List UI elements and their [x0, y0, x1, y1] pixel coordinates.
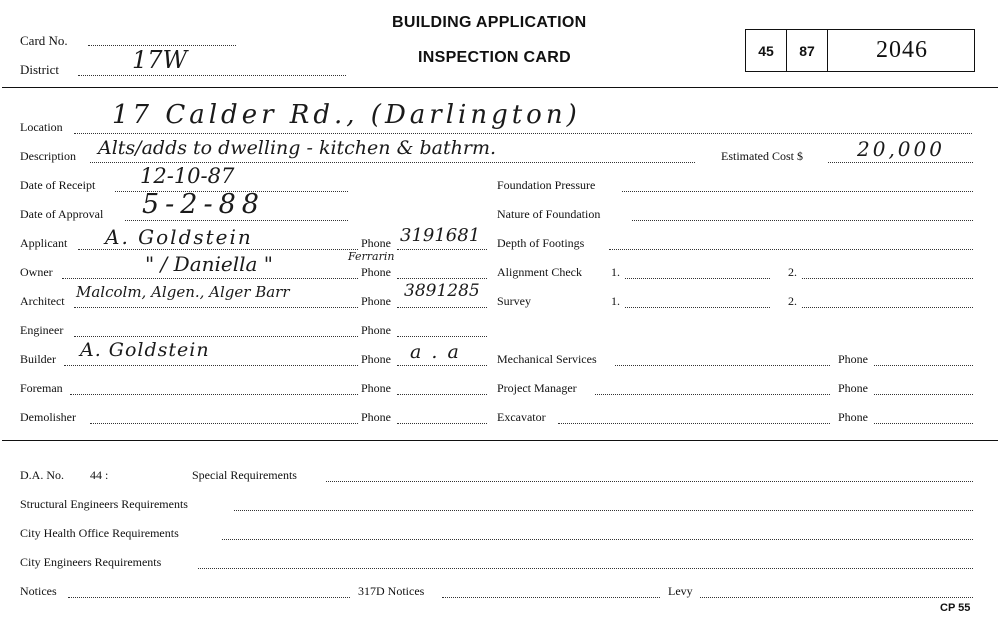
- project-manager-phone-line: [874, 394, 973, 395]
- builder-phone-label: Phone: [361, 352, 391, 366]
- excavator-phone-line: [874, 423, 973, 424]
- survey-line-2: [802, 307, 973, 308]
- architect-phone-label: Phone: [361, 294, 391, 308]
- foreman-line: [70, 394, 358, 395]
- foreman-phone-line: [397, 394, 487, 395]
- middle-divider: [2, 440, 998, 441]
- applicant-phone-line: [397, 249, 487, 250]
- notices-317d-line: [442, 597, 660, 598]
- applicant-phone-value: 3191681: [400, 225, 481, 246]
- applicant-phone-label: Phone: [361, 236, 391, 250]
- mechanical-phone-label: Phone: [838, 352, 868, 366]
- da-no-value: 44 :: [90, 468, 109, 482]
- project-manager-label: Project Manager: [497, 381, 577, 395]
- health-requirements-line: [222, 539, 973, 540]
- project-manager-line: [595, 394, 830, 395]
- engineer-phone-label: Phone: [361, 323, 391, 337]
- special-requirements-line: [326, 481, 973, 482]
- district-value: 17W: [132, 46, 188, 74]
- date-receipt-value: 12-10-87: [140, 164, 235, 188]
- estimated-cost-line: [828, 162, 973, 163]
- survey-label: Survey: [497, 294, 531, 308]
- engineer-phone-line: [397, 336, 487, 337]
- depth-of-footings-line: [609, 249, 973, 250]
- depth-of-footings-label: Depth of Footings: [497, 236, 585, 250]
- estimated-cost-value: 20,000: [857, 137, 945, 161]
- description-value: Alts/adds to dwelling - kitchen & bathrm.: [98, 137, 497, 159]
- owner-label: Owner: [20, 265, 53, 279]
- builder-value: A. Goldstein: [80, 339, 210, 361]
- alignment-check-label: Alignment Check: [497, 265, 582, 279]
- da-no-label: D.A. No.: [20, 468, 64, 482]
- architect-label: Architect: [20, 294, 65, 308]
- architect-line: [74, 307, 358, 308]
- nature-of-foundation-line: [632, 220, 973, 221]
- location-line: [74, 133, 972, 134]
- survey-item-1: 1.: [611, 294, 620, 308]
- demolisher-label: Demolisher: [20, 410, 76, 424]
- mechanical-phone-line: [874, 365, 973, 366]
- city-engineers-line: [198, 568, 973, 569]
- excavator-phone-label: Phone: [838, 410, 868, 424]
- levy-line: [700, 597, 973, 598]
- builder-phone-value: a . a: [410, 341, 461, 363]
- nature-of-foundation-label: Nature of Foundation: [497, 207, 601, 221]
- special-requirements-label: Special Requirements: [192, 468, 297, 482]
- survey-item-2: 2.: [788, 294, 797, 308]
- foundation-pressure-label: Foundation Pressure: [497, 178, 596, 192]
- builder-line: [64, 365, 358, 366]
- estimated-cost-label: Estimated Cost $: [721, 149, 803, 163]
- project-manager-phone-label: Phone: [838, 381, 868, 395]
- excavator-line: [558, 423, 830, 424]
- box-number: 2046: [876, 37, 928, 63]
- alignment-line-1: [625, 278, 770, 279]
- mechanical-services-label: Mechanical Services: [497, 352, 597, 366]
- applicant-value: A. Goldstein: [105, 225, 253, 249]
- notices-317d-label: 317D Notices: [358, 584, 425, 598]
- excavator-label: Excavator: [497, 410, 546, 424]
- notices-label: Notices: [20, 584, 57, 598]
- district-line: [78, 75, 346, 76]
- form-code: CP 55: [940, 602, 971, 614]
- architect-value: Malcolm, Algen., Alger Barr: [76, 283, 290, 301]
- location-label: Location: [20, 120, 63, 134]
- date-approval-value: 5-2-88: [142, 189, 265, 220]
- district-label: District: [20, 62, 59, 77]
- description-label: Description: [20, 149, 76, 163]
- title-line-1: BUILDING APPLICATION: [392, 14, 587, 31]
- date-receipt-label: Date of Receipt: [20, 178, 96, 192]
- survey-line-1: [625, 307, 770, 308]
- title-line-2: INSPECTION CARD: [418, 49, 571, 66]
- health-requirements-label: City Health Office Requirements: [20, 526, 179, 540]
- foreman-label: Foreman: [20, 381, 63, 395]
- demolisher-phone-line: [397, 423, 487, 424]
- location-value: 17 Calder Rd., (Darlington): [112, 100, 581, 130]
- demolisher-phone-label: Phone: [361, 410, 391, 424]
- city-engineers-label: City Engineers Requirements: [20, 555, 162, 569]
- description-line: [90, 162, 695, 163]
- builder-label: Builder: [20, 352, 56, 366]
- structural-requirements-label: Structural Engineers Requirements: [20, 497, 188, 511]
- builder-phone-line: [397, 365, 487, 366]
- top-divider: [2, 87, 998, 88]
- card-no-label: Card No.: [20, 33, 68, 48]
- engineer-label: Engineer: [20, 323, 64, 337]
- foreman-phone-label: Phone: [361, 381, 391, 395]
- structural-requirements-line: [234, 510, 973, 511]
- box-cell-1: 45: [746, 30, 787, 71]
- owner-line: [62, 278, 358, 279]
- architect-phone-value: 3891285: [404, 281, 480, 301]
- card-number-box: [745, 29, 975, 72]
- notices-line: [68, 597, 350, 598]
- alignment-item-2: 2.: [788, 265, 797, 279]
- applicant-label: Applicant: [20, 236, 68, 250]
- demolisher-line: [90, 423, 358, 424]
- architect-phone-line: [397, 307, 487, 308]
- owner-phone-line: [397, 278, 487, 279]
- engineer-line: [74, 336, 358, 337]
- owner-annotation: Ferrarin: [348, 250, 395, 263]
- alignment-item-1: 1.: [611, 265, 620, 279]
- foundation-pressure-line: [622, 191, 973, 192]
- owner-phone-label: Phone: [361, 265, 391, 279]
- alignment-line-2: [802, 278, 973, 279]
- date-approval-line: [125, 220, 348, 221]
- owner-value: " / Daniella ": [145, 252, 273, 276]
- mechanical-services-line: [615, 365, 830, 366]
- levy-label: Levy: [668, 584, 693, 598]
- box-cell-2: 87: [787, 30, 828, 71]
- date-approval-label: Date of Approval: [20, 207, 104, 221]
- applicant-line: [78, 249, 358, 250]
